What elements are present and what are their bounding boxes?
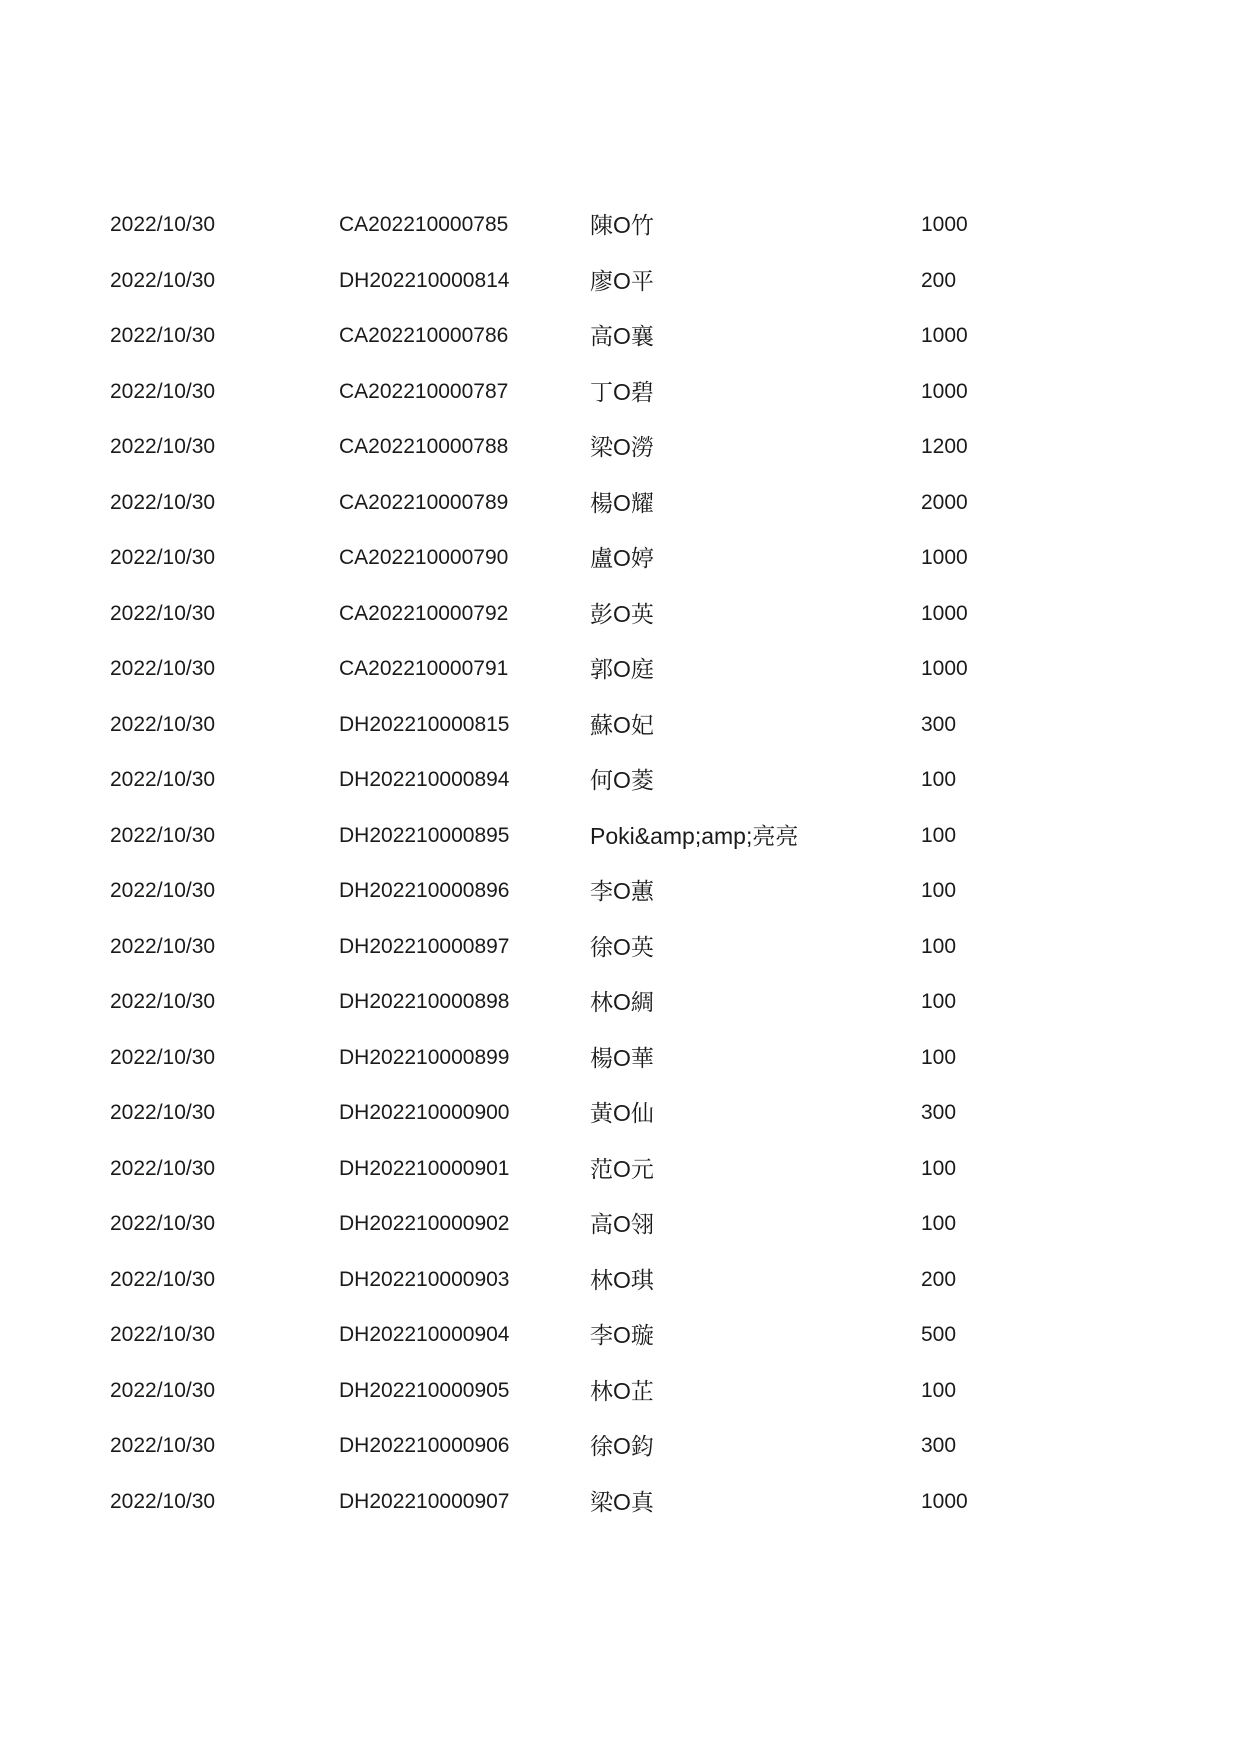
- id-cell: DH202210000898: [339, 990, 510, 1013]
- id-cell: DH202210000903: [339, 1267, 510, 1291]
- amount-cell: 100: [921, 768, 957, 791]
- id-cell: DH202210000902: [339, 1212, 510, 1235]
- id-cell: CA202210000786: [339, 324, 509, 347]
- date-cell: 2022/10/30: [110, 379, 216, 403]
- date-cell: 2022/10/30: [110, 1378, 216, 1402]
- table-row: [0, 1156, 1240, 1212]
- id-cell: CA202210000792: [339, 601, 509, 625]
- date-cell: 2022/10/30: [110, 490, 216, 514]
- amount-cell: 200: [921, 1267, 957, 1291]
- name-cell: 李O璇: [590, 1322, 654, 1348]
- name-cell: 廖O平: [590, 267, 654, 294]
- name-cell: 林O芷: [590, 1377, 654, 1404]
- table-row: [0, 1211, 1240, 1267]
- table-row: [0, 434, 1240, 490]
- amount-cell: 300: [921, 1434, 957, 1457]
- amount-cell: 1000: [921, 601, 968, 625]
- date-cell: 2022/10/30: [110, 1323, 216, 1346]
- amount-cell: 1000: [921, 546, 968, 569]
- table-row: [0, 545, 1240, 601]
- date-cell: 2022/10/30: [110, 268, 216, 292]
- table-row: [0, 1267, 1240, 1323]
- id-cell: DH202210000894: [339, 768, 510, 791]
- id-cell: DH202210000900: [339, 1101, 510, 1124]
- name-cell: 高O翎: [590, 1211, 654, 1237]
- amount-cell: 1200: [921, 435, 968, 458]
- id-cell: CA202210000787: [339, 379, 509, 403]
- id-cell: DH202210000896: [339, 879, 510, 902]
- name-cell: 李O蕙: [590, 878, 654, 904]
- name-cell: 蘇O妃: [590, 711, 654, 738]
- table-row: [0, 712, 1240, 768]
- amount-cell: 100: [921, 1156, 957, 1180]
- table-row: [0, 934, 1240, 990]
- date-cell: 2022/10/30: [110, 823, 216, 847]
- table-row: [0, 601, 1240, 657]
- name-cell: 盧O婷: [590, 545, 654, 571]
- table-row: [0, 878, 1240, 934]
- id-cell: DH202210000895: [339, 823, 510, 847]
- date-cell: 2022/10/30: [110, 324, 216, 347]
- amount-cell: 200: [921, 268, 957, 292]
- table-row: [0, 1100, 1240, 1156]
- id-cell: DH202210000904: [339, 1323, 510, 1346]
- table-row: [0, 490, 1240, 546]
- amount-cell: 1000: [921, 1489, 968, 1513]
- amount-cell: 100: [921, 879, 957, 902]
- date-cell: 2022/10/30: [110, 435, 216, 458]
- id-cell: DH202210000815: [339, 712, 510, 736]
- amount-cell: 300: [921, 1101, 957, 1124]
- id-cell: CA202210000788: [339, 435, 509, 458]
- id-cell: DH202210000899: [339, 1045, 510, 1069]
- table-row: [0, 212, 1240, 268]
- date-cell: 2022/10/30: [110, 712, 216, 736]
- date-cell: 2022/10/30: [110, 1101, 216, 1124]
- table-row: [0, 1433, 1240, 1489]
- amount-cell: 1000: [921, 213, 968, 236]
- name-cell: 高O襄: [590, 323, 654, 349]
- date-cell: 2022/10/30: [110, 1212, 216, 1235]
- date-cell: 2022/10/30: [110, 546, 216, 569]
- table-row: [0, 656, 1240, 712]
- name-cell: 何O菱: [590, 767, 654, 793]
- name-cell: 范O元: [590, 1155, 654, 1182]
- name-cell: 楊O華: [590, 1044, 654, 1071]
- table-row: [0, 989, 1240, 1045]
- name-cell: 徐O鈞: [590, 1433, 654, 1459]
- id-cell: DH202210000905: [339, 1378, 510, 1402]
- records-table: [0, 212, 1240, 1544]
- id-cell: CA202210000789: [339, 490, 509, 514]
- name-cell: 林O綢: [590, 989, 654, 1015]
- date-cell: 2022/10/30: [110, 1156, 216, 1180]
- date-cell: 2022/10/30: [110, 990, 216, 1013]
- table-row: [0, 767, 1240, 823]
- name-cell: 梁O澇: [590, 434, 654, 460]
- date-cell: 2022/10/30: [110, 1434, 216, 1457]
- id-cell: DH202210000907: [339, 1489, 510, 1513]
- amount-cell: 300: [921, 712, 957, 736]
- name-cell: 彭O英: [590, 600, 654, 627]
- id-cell: CA202210000791: [339, 657, 509, 680]
- date-cell: 2022/10/30: [110, 1489, 216, 1513]
- amount-cell: 1000: [921, 324, 968, 347]
- amount-cell: 100: [921, 1045, 957, 1069]
- table-row: [0, 379, 1240, 435]
- name-cell: 徐O英: [590, 933, 654, 960]
- id-cell: CA202210000785: [339, 213, 509, 236]
- name-cell: 楊O耀: [590, 489, 654, 516]
- id-cell: DH202210000897: [339, 934, 510, 958]
- table-row: [0, 268, 1240, 324]
- date-cell: 2022/10/30: [110, 601, 216, 625]
- amount-cell: 100: [921, 823, 957, 847]
- amount-cell: 100: [921, 1378, 957, 1402]
- id-cell: DH202210000906: [339, 1434, 510, 1457]
- name-cell: 林O琪: [590, 1266, 654, 1293]
- id-cell: DH202210000814: [339, 268, 510, 292]
- table-row: [0, 1378, 1240, 1434]
- table-row: [0, 1045, 1240, 1101]
- date-cell: 2022/10/30: [110, 1045, 216, 1069]
- amount-cell: 100: [921, 990, 957, 1013]
- table-row: [0, 1489, 1240, 1545]
- date-cell: 2022/10/30: [110, 657, 216, 680]
- date-cell: 2022/10/30: [110, 1267, 216, 1291]
- date-cell: 2022/10/30: [110, 213, 216, 236]
- table-row: [0, 823, 1240, 879]
- amount-cell: 500: [921, 1323, 957, 1346]
- amount-cell: 1000: [921, 657, 968, 680]
- id-cell: DH202210000901: [339, 1156, 510, 1180]
- name-cell: 丁O碧: [590, 378, 654, 405]
- date-cell: 2022/10/30: [110, 879, 216, 902]
- date-cell: 2022/10/30: [110, 768, 216, 791]
- name-cell: 梁O真: [590, 1488, 654, 1515]
- name-cell: 郭O庭: [590, 656, 654, 682]
- name-cell: Poki&amp;amp;亮亮: [590, 822, 799, 849]
- amount-cell: 100: [921, 934, 957, 958]
- amount-cell: 1000: [921, 379, 968, 403]
- table-row: [0, 1322, 1240, 1378]
- name-cell: 黃O仙: [590, 1100, 654, 1126]
- date-cell: 2022/10/30: [110, 934, 216, 958]
- id-cell: CA202210000790: [339, 546, 509, 569]
- name-cell: 陳O竹: [590, 212, 654, 238]
- amount-cell: 2000: [921, 490, 968, 514]
- table-row: [0, 323, 1240, 379]
- amount-cell: 100: [921, 1212, 957, 1235]
